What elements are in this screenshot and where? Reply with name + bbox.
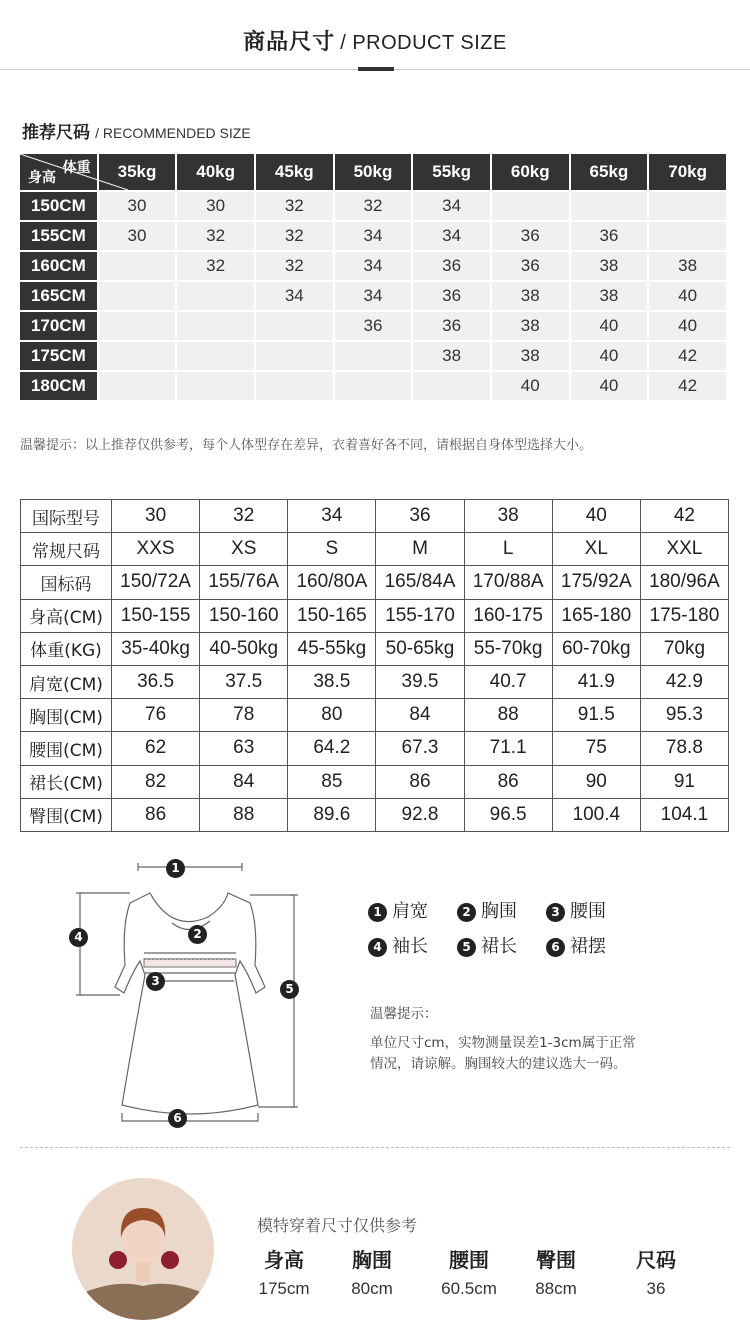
recommended-cell: 30 (177, 192, 254, 220)
recommended-cell: 36 (571, 222, 648, 250)
diagram-marker: 4 (69, 928, 88, 947)
height-label: 150CM (20, 192, 97, 220)
weight-header: 35kg (99, 154, 176, 190)
size-row-label: 国标码 (21, 566, 112, 599)
size-row-label: 肩宽(CM) (21, 665, 112, 698)
recommended-cell: 34 (335, 222, 412, 250)
size-row (21, 732, 729, 765)
size-cell: 150-160 (200, 599, 288, 632)
size-row (21, 665, 729, 698)
size-cell: 175-180 (640, 599, 728, 632)
height-label: 170CM (20, 312, 97, 340)
size-cell: 60-70kg (552, 632, 640, 665)
recommended-cell: 34 (256, 282, 333, 310)
recommended-cell (335, 372, 412, 400)
size-cell: 80 (288, 699, 376, 732)
model-stat-value: 80cm (351, 1279, 393, 1298)
recommended-cell: 38 (413, 342, 490, 370)
recommended-cell (177, 282, 254, 310)
weight-header: 65kg (571, 154, 648, 190)
recommended-cell (492, 192, 569, 220)
size-cell: 84 (200, 765, 288, 798)
recommended-cell (256, 372, 333, 400)
recommended-cell: 40 (571, 342, 648, 370)
recommended-cell: 40 (571, 372, 648, 400)
size-cell: 32 (200, 500, 288, 533)
recommended-cell (99, 312, 176, 340)
size-cell: 38 (464, 500, 552, 533)
legend-number: 2 (457, 903, 476, 922)
legend-label: 胸围 (481, 901, 517, 922)
recommended-row (20, 282, 726, 310)
size-cell: 30 (112, 500, 200, 533)
recommended-row (20, 342, 726, 370)
size-cell: XXL (640, 533, 728, 566)
size-row (21, 599, 729, 632)
size-row-label: 国际型号 (21, 500, 112, 533)
size-row-label: 臀围(CM) (21, 798, 112, 831)
size-cell: 91 (640, 765, 728, 798)
size-row (21, 500, 729, 533)
height-label: 160CM (20, 252, 97, 280)
recommended-row (20, 252, 726, 280)
recommended-cell (335, 342, 412, 370)
height-label: 155CM (20, 222, 97, 250)
recommended-cell: 34 (335, 252, 412, 280)
corner-weight-label: 体重 (62, 160, 91, 176)
size-cell: 34 (288, 500, 376, 533)
recommended-cell: 40 (571, 312, 648, 340)
size-row (21, 632, 729, 665)
height-label: 180CM (20, 372, 97, 400)
recommended-cell: 38 (649, 252, 726, 280)
size-cell: 165-180 (552, 599, 640, 632)
size-cell: 104.1 (640, 798, 728, 831)
size-cell: 78.8 (640, 732, 728, 765)
legend-item (368, 897, 428, 923)
header-title-zh: 商品尺寸 (243, 30, 336, 55)
recommended-title (22, 118, 251, 143)
size-cell: 96.5 (464, 798, 552, 831)
header-title-en: / PRODUCT SIZE (340, 32, 507, 54)
size-cell: 40-50kg (200, 632, 288, 665)
weight-header: 55kg (413, 154, 490, 190)
size-note-line1: 单位尺寸cm，实物测量误差1-3cm属于正常 (370, 1035, 636, 1051)
height-label: 175CM (20, 342, 97, 370)
recommended-cell: 34 (413, 192, 490, 220)
size-cell: 75 (552, 732, 640, 765)
recommended-cell (649, 222, 726, 250)
recommended-cell (99, 282, 176, 310)
model-stat-value: 175cm (258, 1279, 310, 1298)
size-row-label: 身高(CM) (21, 599, 112, 632)
size-cell: 180/96A (640, 566, 728, 599)
recommended-cell: 36 (492, 252, 569, 280)
legend-label: 裙长 (481, 936, 517, 957)
size-cell: 71.1 (464, 732, 552, 765)
diagram-marker: 1 (166, 859, 185, 878)
recommended-cell: 36 (413, 252, 490, 280)
recommended-header-row (20, 154, 726, 190)
size-cell: 100.4 (552, 798, 640, 831)
recommended-cell: 34 (413, 222, 490, 250)
diagram-marker: 6 (168, 1109, 187, 1128)
size-cell: 38.5 (288, 665, 376, 698)
size-cell: 78 (200, 699, 288, 732)
legend-item (457, 932, 517, 958)
size-cell: L (464, 533, 552, 566)
model-avatar (72, 1178, 214, 1320)
recommended-cell: 32 (335, 192, 412, 220)
size-cell: 40.7 (464, 665, 552, 698)
recommended-size-table (18, 152, 728, 402)
size-cell: 92.8 (376, 798, 464, 831)
size-cell: 42.9 (640, 665, 728, 698)
legend-number: 3 (546, 903, 565, 922)
recommended-row (20, 192, 726, 220)
size-cell: 62 (112, 732, 200, 765)
legend-number: 1 (368, 903, 387, 922)
legend-number: 6 (546, 938, 565, 957)
size-cell: 37.5 (200, 665, 288, 698)
size-row-label: 裙长(CM) (21, 765, 112, 798)
recommended-cell: 40 (649, 282, 726, 310)
legend-number: 4 (368, 938, 387, 957)
size-cell: 36.5 (112, 665, 200, 698)
size-cell: 86 (112, 798, 200, 831)
recommended-cell (177, 372, 254, 400)
recommended-cell (99, 342, 176, 370)
model-stat-value: 60.5cm (441, 1279, 497, 1298)
size-cell: 155/76A (200, 566, 288, 599)
size-cell: XS (200, 533, 288, 566)
recommended-cell: 32 (256, 222, 333, 250)
size-cell: 86 (464, 765, 552, 798)
recommended-cell (256, 342, 333, 370)
recommended-cell: 32 (177, 222, 254, 250)
model-stat-value: 88cm (535, 1279, 577, 1298)
recommended-cell (571, 192, 648, 220)
size-chart-body (21, 500, 729, 832)
size-cell: S (288, 533, 376, 566)
recommended-cell: 38 (492, 312, 569, 340)
recommended-cell (413, 372, 490, 400)
size-cell: 76 (112, 699, 200, 732)
recommended-cell: 36 (335, 312, 412, 340)
page-header (0, 25, 750, 56)
recommended-cell (177, 312, 254, 340)
size-row (21, 699, 729, 732)
weight-header: 45kg (256, 154, 333, 190)
recommended-cell: 40 (649, 312, 726, 340)
size-note-title: 温馨提示： (370, 1006, 438, 1022)
legend-number: 5 (457, 938, 476, 957)
size-cell: 150-155 (112, 599, 200, 632)
size-cell: 70kg (640, 632, 728, 665)
recommended-cell: 38 (571, 252, 648, 280)
size-cell: 35-40kg (112, 632, 200, 665)
size-cell: 41.9 (552, 665, 640, 698)
size-row-label: 腰围(CM) (21, 732, 112, 765)
size-cell: 67.3 (376, 732, 464, 765)
diagram-marker: 3 (146, 972, 165, 991)
size-row (21, 566, 729, 599)
size-cell: 45-55kg (288, 632, 376, 665)
recommended-cell: 38 (571, 282, 648, 310)
recommended-cell: 30 (99, 192, 176, 220)
recommended-cell: 38 (492, 282, 569, 310)
diagram-marker: 2 (188, 925, 207, 944)
size-cell: 85 (288, 765, 376, 798)
weight-header: 50kg (335, 154, 412, 190)
weight-header: 40kg (177, 154, 254, 190)
size-row-label: 胸围(CM) (21, 699, 112, 732)
recommended-cell: 38 (492, 342, 569, 370)
size-cell: M (376, 533, 464, 566)
size-cell: 150-165 (288, 599, 376, 632)
size-cell: 155-170 (376, 599, 464, 632)
size-cell: 91.5 (552, 699, 640, 732)
legend-item (546, 932, 606, 958)
recommended-cell: 34 (335, 282, 412, 310)
model-stat-height (258, 1244, 310, 1299)
size-cell: 150/72A (112, 566, 200, 599)
legend-item (546, 897, 606, 923)
size-cell: 175/92A (552, 566, 640, 599)
recommended-cell (256, 312, 333, 340)
legend-item (457, 897, 517, 923)
recommended-title-en: / RECOMMENDED SIZE (95, 125, 251, 141)
recommended-tip: 温馨提示：以上推荐仅供参考，每个人体型存在差异，衣着喜好各不同，请根据自身体型选择大小。 (20, 438, 593, 453)
recommended-row (20, 372, 726, 400)
legend-label: 肩宽 (392, 901, 428, 922)
size-cell: 36 (376, 500, 464, 533)
model-stat-key: 身高 (264, 1248, 304, 1272)
recommended-row (20, 312, 726, 340)
size-cell: XL (552, 533, 640, 566)
section-divider (20, 1147, 730, 1148)
size-row (21, 765, 729, 798)
corner-height-label: 身高 (28, 170, 56, 186)
size-cell: 160/80A (288, 566, 376, 599)
diagram-marker: 5 (280, 980, 299, 999)
model-stat-hip (530, 1244, 582, 1299)
size-cell: 39.5 (376, 665, 464, 698)
size-cell: 64.2 (288, 732, 376, 765)
size-row (21, 533, 729, 566)
recommended-cell (99, 252, 176, 280)
recommended-cell: 32 (256, 192, 333, 220)
model-photo (72, 1178, 214, 1320)
header-accent-bar (358, 67, 394, 71)
model-stat-key: 腰围 (449, 1248, 489, 1272)
size-chart-table (20, 499, 729, 832)
weight-header: 70kg (649, 154, 726, 190)
size-cell: 50-65kg (376, 632, 464, 665)
recommended-cell: 36 (413, 282, 490, 310)
height-label: 165CM (20, 282, 97, 310)
size-cell: 88 (464, 699, 552, 732)
model-stat-bust (344, 1244, 400, 1299)
recommended-cell (99, 372, 176, 400)
model-stat-key: 胸围 (352, 1248, 392, 1272)
size-cell: 86 (376, 765, 464, 798)
size-cell: 89.6 (288, 798, 376, 831)
recommended-cell: 36 (413, 312, 490, 340)
size-cell: 170/88A (464, 566, 552, 599)
recommended-cell: 30 (99, 222, 176, 250)
size-cell: 90 (552, 765, 640, 798)
size-cell: 95.3 (640, 699, 728, 732)
size-cell: 82 (112, 765, 200, 798)
recommended-cell: 32 (256, 252, 333, 280)
model-stat-value: 36 (646, 1279, 666, 1298)
size-row-label: 常规尺码 (21, 533, 112, 566)
recommended-row (20, 222, 726, 250)
legend-item (368, 932, 428, 958)
recommended-cell: 42 (649, 372, 726, 400)
model-title: 模特穿着尺寸仅供参考 (257, 1216, 418, 1235)
legend-label: 袖长 (392, 936, 428, 957)
size-cell: 63 (200, 732, 288, 765)
weight-header: 60kg (492, 154, 569, 190)
recommended-cell (177, 342, 254, 370)
size-note-line2: 情况，请谅解。胸围较大的建议选大一码。 (370, 1056, 627, 1072)
size-cell: XXS (112, 533, 200, 566)
recommended-title-zh: 推荐尺码 (22, 123, 90, 143)
table-corner (20, 154, 97, 190)
size-cell: 165/84A (376, 566, 464, 599)
size-cell: 40 (552, 500, 640, 533)
recommended-cell (649, 192, 726, 220)
recommended-cell: 36 (492, 222, 569, 250)
legend-label: 裙摆 (570, 936, 606, 957)
legend-label: 腰围 (570, 901, 606, 922)
size-cell: 42 (640, 500, 728, 533)
size-cell: 88 (200, 798, 288, 831)
model-stat-waist (436, 1244, 502, 1299)
size-row (21, 798, 729, 831)
size-cell: 160-175 (464, 599, 552, 632)
model-stat-size (630, 1244, 682, 1299)
recommended-cell: 40 (492, 372, 569, 400)
recommended-body (20, 192, 726, 400)
recommended-cell: 42 (649, 342, 726, 370)
size-cell: 55-70kg (464, 632, 552, 665)
size-note (370, 1004, 636, 1075)
size-cell: 84 (376, 699, 464, 732)
model-stat-key: 臀围 (536, 1248, 576, 1272)
recommended-cell: 32 (177, 252, 254, 280)
model-stat-key: 尺码 (636, 1248, 676, 1272)
size-row-label: 体重(KG) (21, 632, 112, 665)
